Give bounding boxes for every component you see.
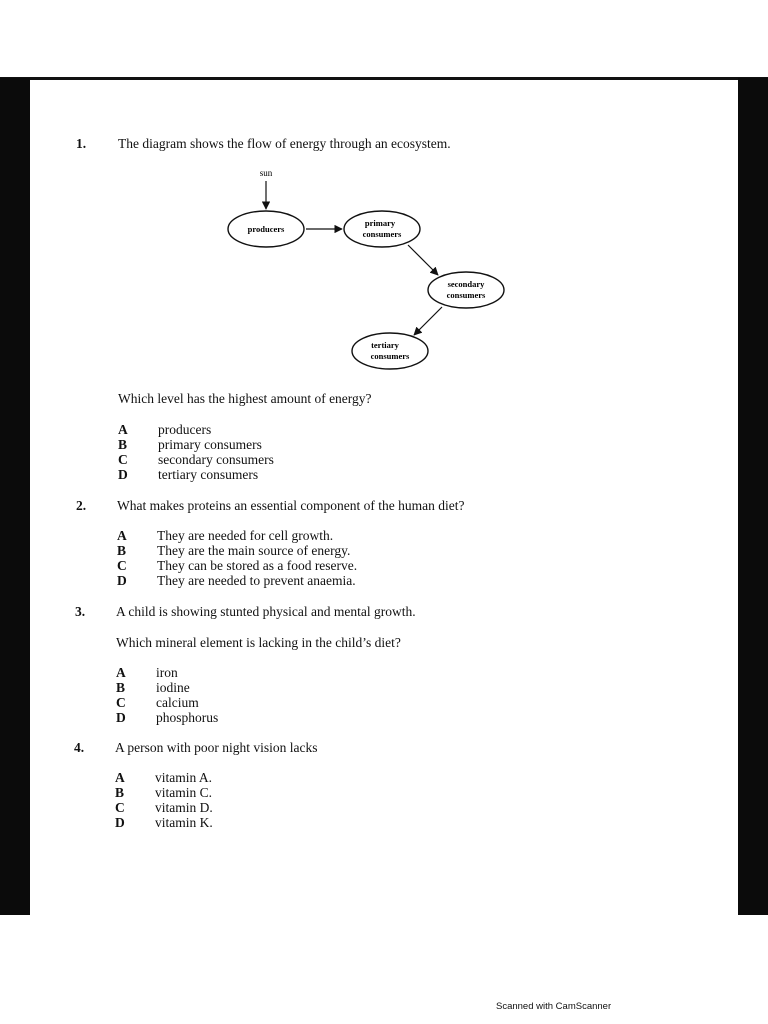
option-letter: D xyxy=(118,467,128,482)
option-text: iodine xyxy=(156,680,190,695)
option-letter: A xyxy=(116,665,126,680)
question-3-text: Which mineral element is lacking in the child’s diet? xyxy=(116,635,401,650)
question-1-text: Which level has the highest amount of energy? xyxy=(118,391,372,406)
option-text: They are needed for cell growth. xyxy=(157,528,334,543)
option-text: producers xyxy=(158,422,212,437)
option-letter: A xyxy=(117,528,127,543)
q1-option-c xyxy=(118,452,274,468)
producers-label: producers xyxy=(247,224,285,234)
q2-option-d xyxy=(117,573,356,589)
option-text: They are the main source of energy. xyxy=(157,543,351,558)
primary-to-secondary-arrow xyxy=(408,245,438,275)
question-1-stem: The diagram shows the flow of energy through an ecosystem. xyxy=(118,136,451,151)
q3-option-b xyxy=(116,680,190,696)
option-letter: C xyxy=(115,800,125,815)
q3-option-d xyxy=(116,710,218,726)
option-letter: B xyxy=(118,437,128,452)
secondary-to-tertiary-arrow xyxy=(414,307,442,335)
q4-option-a xyxy=(115,770,212,786)
option-letter: A xyxy=(115,770,125,785)
tertiary-label-line1: tertiary xyxy=(371,340,399,350)
question-3-stem: A child is showing stunted physical and mental growth. xyxy=(116,604,416,619)
option-text: vitamin C. xyxy=(155,785,212,800)
option-letter: A xyxy=(118,422,128,437)
energy-flow-diagram xyxy=(220,165,520,375)
option-text: secondary consumers xyxy=(158,452,274,467)
option-text: vitamin D. xyxy=(155,800,213,815)
option-text: calcium xyxy=(156,695,199,710)
option-letter: B xyxy=(117,543,127,558)
option-text: vitamin A. xyxy=(155,770,212,785)
option-text: iron xyxy=(156,665,178,680)
option-text: They can be stored as a food reserve. xyxy=(157,558,358,573)
option-text: primary consumers xyxy=(158,437,262,452)
primary-label-line2: consumers xyxy=(362,229,402,239)
question-3-number: 3. xyxy=(75,604,86,619)
option-letter: B xyxy=(115,785,125,800)
q4-option-c xyxy=(115,800,213,816)
option-letter: C xyxy=(116,695,126,710)
question-2-number: 2. xyxy=(76,498,87,513)
question-2-text: What makes proteins an essential component of the human diet? xyxy=(117,498,465,513)
option-text: tertiary consumers xyxy=(158,467,259,482)
option-letter: D xyxy=(116,710,126,725)
option-letter: B xyxy=(116,680,126,695)
q3-option-a xyxy=(116,665,178,681)
option-letter: D xyxy=(115,815,125,830)
tertiary-label-line2: consumers xyxy=(370,351,410,361)
secondary-label-line2: consumers xyxy=(446,290,486,300)
q3-option-c xyxy=(116,695,199,711)
option-letter: C xyxy=(117,558,127,573)
q2-option-c xyxy=(117,558,357,574)
scanner-watermark: Scanned with CamScanner xyxy=(496,1001,612,1012)
question-1-number: 1. xyxy=(76,136,87,151)
exam-page xyxy=(30,80,738,915)
question-4-number: 4. xyxy=(74,740,85,755)
scan-right-margin xyxy=(738,78,768,915)
option-text: They are needed to prevent anaemia. xyxy=(157,573,356,588)
option-letter: C xyxy=(118,452,128,467)
secondary-label-line1: secondary xyxy=(447,279,485,289)
option-letter: D xyxy=(117,573,127,588)
q2-option-a xyxy=(117,528,333,544)
option-text: phosphorus xyxy=(156,710,219,725)
q4-option-d xyxy=(115,815,213,831)
q1-option-a xyxy=(118,422,211,438)
option-text: vitamin K. xyxy=(155,815,213,830)
q1-option-d xyxy=(118,467,258,483)
primary-label-line1: primary xyxy=(364,218,396,228)
scan-left-margin xyxy=(0,78,30,915)
question-4-text: A person with poor night vision lacks xyxy=(115,740,318,755)
sun-label: sun xyxy=(259,168,273,178)
q1-option-b xyxy=(118,437,262,453)
q4-option-b xyxy=(115,785,212,801)
q2-option-b xyxy=(117,543,350,559)
